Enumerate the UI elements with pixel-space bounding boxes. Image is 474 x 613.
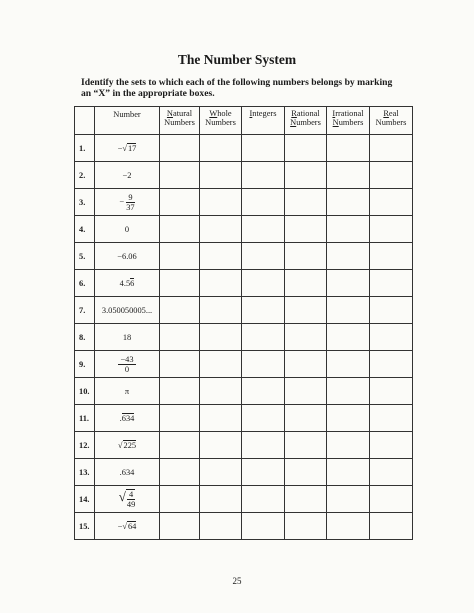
answer-cell [327,162,370,189]
table-row [75,432,413,459]
answer-cell [327,243,370,270]
row-number: π [95,378,160,405]
table-row [75,135,413,162]
row-number: .634 [95,459,160,486]
answer-cell [327,378,370,405]
header-line-2: Numbers [375,118,407,127]
answer-cell [160,189,200,216]
table-row [75,324,413,351]
answer-cell [242,378,285,405]
answer-cell [242,189,285,216]
answer-cell [160,216,200,243]
answer-cell [370,378,413,405]
answer-cell [200,459,242,486]
answer-cell [370,513,413,540]
row-number: 0 [95,216,160,243]
instructions-text: Identify the sets to which each of the following numbers belongs by marking an “X” in the appropriate boxes. [81,77,393,99]
radicand: 17 [127,143,137,153]
header-integers [242,107,285,135]
header-line-2 [285,118,326,127]
answer-cell [242,405,285,432]
answer-cell [285,135,327,162]
header-line-1 [285,109,326,118]
row-index: 10. [75,378,95,405]
index-header [75,107,95,135]
answer-cell [200,243,242,270]
row-number [95,486,160,513]
numerator: 9 [128,192,133,202]
answer-cell [327,297,370,324]
answer-cell [200,216,242,243]
row-index: 15. [75,513,95,540]
denominator: 49 [126,500,136,510]
answer-cell [327,459,370,486]
row-number [95,270,160,297]
repeating-digits: 6 [130,278,135,288]
row-index: 4. [75,216,95,243]
table-row [75,351,413,378]
answer-cell [200,513,242,540]
answer-cell [327,135,370,162]
answer-cell [285,270,327,297]
table-row [75,162,413,189]
answer-cell [285,513,327,540]
header-line-2: Numbers [205,118,236,127]
answer-cell [242,243,285,270]
answer-cell [200,324,242,351]
row-index: 8. [75,324,95,351]
table-row [75,189,413,216]
header-underlined-letter: N [290,118,297,127]
answer-cell [242,324,285,351]
radicand: 225 [123,440,137,450]
answer-cell [370,432,413,459]
table-row [75,297,413,324]
header-text: ntegers [252,109,277,118]
row-index: 6. [75,270,95,297]
number-header: Number [95,107,160,135]
answer-cell [160,162,200,189]
answer-cell [327,216,370,243]
answer-cell [160,486,200,513]
answer-cell [285,432,327,459]
row-number [95,351,160,378]
header-underlined-letter: R [291,109,297,118]
answer-cell [242,162,285,189]
number-system-table [74,106,413,540]
fraction [126,193,134,212]
header-text: atural [172,109,193,118]
row-number: 18 [95,324,160,351]
header-underlined-letter: I [249,109,253,118]
answer-cell [242,297,285,324]
sqrt-sign: √ [122,521,127,531]
answer-cell [285,243,327,270]
answer-cell [285,351,327,378]
header-line-1 [370,109,412,118]
header-text: umbers [296,118,321,127]
table-row [75,378,413,405]
answer-cell [327,324,370,351]
row-number: −2 [95,162,160,189]
header-text: hole [217,109,232,118]
answer-cell [242,432,285,459]
header-line-1 [200,109,241,118]
header-line-2 [327,118,369,127]
row-number [95,405,160,432]
answer-cell [160,351,200,378]
answer-cell [285,459,327,486]
header-text: ational [296,109,320,118]
answer-cell [242,513,285,540]
answer-cell [285,486,327,513]
table-row [75,243,413,270]
minus-sign: − [117,521,123,531]
row-index: 1. [75,135,95,162]
answer-cell [160,513,200,540]
answer-cell [370,216,413,243]
header-underlined-letter: R [383,109,389,118]
answer-cell [160,324,200,351]
answer-cell [285,216,327,243]
sqrt-sign: √ [117,440,123,450]
answer-cell [327,432,370,459]
answer-cell [200,378,242,405]
decimal-base: 4.5 [119,278,131,288]
header-underlined-letter: N [166,109,173,118]
answer-cell [370,189,413,216]
answer-cell [370,459,413,486]
header-text: umbers [338,118,364,127]
answer-cell [160,297,200,324]
table-row [75,513,413,540]
answer-cell [327,486,370,513]
answer-cell [285,162,327,189]
table-row [75,459,413,486]
fraction [126,489,135,509]
header-underlined-letter: W [209,109,218,118]
minus-sign: − [119,196,127,206]
worksheet-title: The Number System [177,52,297,67]
answer-cell [200,405,242,432]
row-number [95,189,160,216]
sqrt-sign: √ [118,488,126,504]
header-line-1 [160,109,199,118]
answer-cell [242,270,285,297]
answer-cell [327,351,370,378]
answer-cell [370,405,413,432]
row-number [95,432,160,459]
answer-cell [370,270,413,297]
repeating-digits: 634 [121,413,135,423]
answer-cell [242,216,285,243]
row-index: 2. [75,162,95,189]
row-index: 13. [75,459,95,486]
answer-cell [160,405,200,432]
row-index: 9. [75,351,95,378]
answer-cell [160,243,200,270]
answer-cell [370,297,413,324]
minus-sign: − [117,143,123,153]
answer-cell [160,432,200,459]
answer-cell [200,135,242,162]
answer-cell [160,135,200,162]
header-irrational-numbers [327,107,370,135]
decimal-base: . [119,413,122,423]
row-number [95,513,160,540]
row-index: 7. [75,297,95,324]
answer-cell [200,486,242,513]
header-rational-numbers [285,107,327,135]
sqrt-sign: √ [122,143,127,153]
header-real-numbers [370,107,413,135]
answer-cell [370,486,413,513]
answer-cell [242,486,285,513]
answer-cell [200,162,242,189]
header-line-1 [327,109,369,118]
header-underlined-letter: N [332,118,339,127]
answer-cell [160,270,200,297]
answer-cell [327,270,370,297]
header-text: eal [388,109,399,118]
header-natural-numbers [160,107,200,135]
answer-cell [285,324,327,351]
table-row [75,405,413,432]
radicand: 64 [127,521,137,531]
row-number: −6.06 [95,243,160,270]
row-number [95,135,160,162]
answer-cell [242,351,285,378]
answer-cell [285,297,327,324]
row-index: 3. [75,189,95,216]
answer-cell [242,135,285,162]
table-row [75,216,413,243]
header-whole-numbers [200,107,242,135]
table-row [75,486,413,513]
answer-cell [242,459,285,486]
numerator: 4 [128,490,134,500]
page-number: 25 [232,576,242,586]
row-index: 12. [75,432,95,459]
fraction [118,355,135,374]
answer-cell [370,243,413,270]
header-line-2: Numbers [164,118,195,127]
numerator: −43 [120,354,134,364]
row-index: 14. [75,486,95,513]
answer-cell [370,162,413,189]
row-index: 5. [75,243,95,270]
header-underlined-letter: I [332,109,336,118]
row-number: 3.050050005... [95,297,160,324]
table-row [75,270,413,297]
denominator: 0 [124,364,130,374]
answer-cell [370,135,413,162]
answer-cell [370,324,413,351]
answer-cell [327,405,370,432]
row-index: 11. [75,405,95,432]
answer-cell [285,378,327,405]
header-row [75,107,413,135]
answer-cell [285,405,327,432]
answer-cell [200,189,242,216]
answer-cell [327,189,370,216]
denominator: 37 [126,202,135,212]
answer-cell [200,297,242,324]
header-line-1 [242,109,284,118]
answer-cell [200,432,242,459]
answer-cell [200,351,242,378]
answer-cell [327,513,370,540]
answer-cell [285,189,327,216]
answer-cell [200,270,242,297]
answer-cell [370,351,413,378]
answer-cell [160,378,200,405]
header-text: rrational [335,109,364,118]
answer-cell [160,459,200,486]
